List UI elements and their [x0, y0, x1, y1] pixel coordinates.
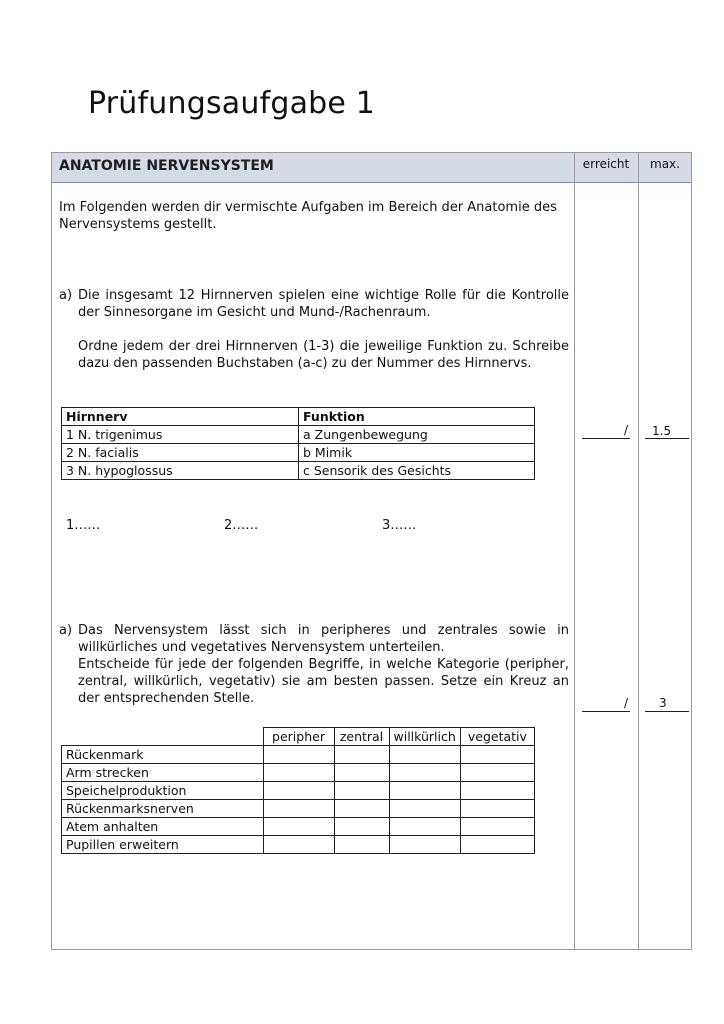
term-cell: Atem anhalten [62, 818, 264, 836]
function-cell: c Sensorik des Gesichts [299, 462, 535, 480]
checkbox-cell-willkuerlich[interactable] [389, 818, 460, 836]
table-row [62, 836, 535, 854]
checkbox-cell-peripher[interactable] [263, 800, 334, 818]
col-header-nerve: Hirnnerv [62, 408, 299, 426]
table-row [62, 426, 535, 444]
table-row [62, 782, 535, 800]
score-line-a1[interactable] [582, 438, 630, 439]
task-a1-instruction: Ordne jedem der drei Hirnnerven (1-3) die jeweilige Funktion zu. Schreibe dazu den passenden Buchstaben (a-c) zu der Nummer des Hirnnervs. [78, 339, 569, 371]
checkbox-cell-vegetativ[interactable] [460, 818, 534, 836]
intro-text: Im Folgenden werden dir vermischte Aufgaben im Bereich der Anatomie des Nervensystems gestellt. [59, 200, 557, 232]
task-a1-text: Die insgesamt 12 Hirnnerven spielen eine wichtige Rolle für die Kontrolle der Sinnesorgane im Gesicht und Mund-/Rachenraum. [78, 288, 569, 320]
header-max: max. [650, 157, 680, 171]
checkbox-cell-zentral[interactable] [334, 764, 389, 782]
checkbox-cell-peripher[interactable] [263, 782, 334, 800]
score-slash-a2: / [624, 696, 629, 710]
answer-blank-3[interactable]: 3…… [382, 518, 417, 533]
checkbox-cell-zentral[interactable] [334, 746, 389, 764]
checkbox-cell-vegetativ[interactable] [460, 782, 534, 800]
nervous-system-category-table [61, 727, 535, 854]
nerve-function-table [61, 407, 535, 480]
col-header-peripher: peripher [263, 728, 334, 746]
checkbox-cell-peripher[interactable] [263, 764, 334, 782]
col-header-zentral: zentral [334, 728, 389, 746]
table-row [62, 818, 535, 836]
checkbox-cell-peripher[interactable] [263, 746, 334, 764]
max-points-a2: 3 [659, 696, 667, 710]
term-cell: Pupillen erweitern [62, 836, 264, 854]
col-header-function: Funktion [299, 408, 535, 426]
checkbox-cell-vegetativ[interactable] [460, 764, 534, 782]
column-divider-max [638, 153, 639, 949]
term-cell: Arm strecken [62, 764, 264, 782]
table-row [62, 800, 535, 818]
task-a2-instruction: Entscheide für jede der folgenden Begriffe, in welche Kategorie (peripher, zentral, willkürlich, vegetativ) sie am besten passen. Setze ein Kreuz an der entsprechenden Stelle. [78, 657, 569, 706]
checkbox-cell-willkuerlich[interactable] [389, 836, 460, 854]
nerve-cell: 2 N. facialis [62, 444, 299, 462]
checkbox-cell-vegetativ[interactable] [460, 800, 534, 818]
term-cell: Rückenmark [62, 746, 264, 764]
checkbox-cell-willkuerlich[interactable] [389, 782, 460, 800]
col-header-vegetativ: vegetativ [460, 728, 534, 746]
table-row [62, 444, 535, 462]
section-header [52, 153, 691, 183]
checkbox-cell-willkuerlich[interactable] [389, 764, 460, 782]
checkbox-cell-vegetativ[interactable] [460, 836, 534, 854]
term-cell: Speichelproduktion [62, 782, 264, 800]
section-title: ANATOMIE NERVENSYSTEM [59, 158, 274, 174]
checkbox-cell-vegetativ[interactable] [460, 746, 534, 764]
function-cell: b Mimik [299, 444, 535, 462]
header-reached: erreicht [582, 157, 630, 171]
table-row [62, 746, 535, 764]
function-cell: a Zungenbewegung [299, 426, 535, 444]
checkbox-cell-zentral[interactable] [334, 782, 389, 800]
table-row [62, 764, 535, 782]
term-cell: Rückenmarksnerven [62, 800, 264, 818]
task-a2-text: Das Nervensystem lässt sich in peripheres und zentrales sowie in willkürliches und vegetatives Nervensystem unterteilen. [78, 623, 569, 655]
checkbox-cell-peripher[interactable] [263, 836, 334, 854]
task-a1-marker: a) [59, 288, 73, 303]
max-line-a2 [645, 711, 689, 712]
page-title: Prüfungsaufgabe 1 [88, 86, 376, 121]
task-sheet-frame [51, 152, 692, 950]
max-line-a1 [645, 438, 689, 439]
score-line-a2[interactable] [582, 711, 630, 712]
answer-blank-1[interactable]: 1…… [66, 518, 101, 533]
max-points-a1: 1.5 [652, 424, 672, 438]
checkbox-cell-zentral[interactable] [334, 818, 389, 836]
answer-blank-2[interactable]: 2…… [224, 518, 259, 533]
nerve-cell: 3 N. hypoglossus [62, 462, 299, 480]
checkbox-cell-willkuerlich[interactable] [389, 800, 460, 818]
table-row [62, 462, 535, 480]
column-divider-reached [574, 153, 575, 949]
nerve-cell: 1 N. trigenimus [62, 426, 299, 444]
col-header-willkuerlich: willkürlich [389, 728, 460, 746]
corner-cell [62, 728, 264, 746]
checkbox-cell-zentral[interactable] [334, 836, 389, 854]
task-a2-marker: a) [59, 623, 73, 638]
score-slash-a1: / [624, 423, 629, 437]
checkbox-cell-willkuerlich[interactable] [389, 746, 460, 764]
checkbox-cell-zentral[interactable] [334, 800, 389, 818]
checkbox-cell-peripher[interactable] [263, 818, 334, 836]
